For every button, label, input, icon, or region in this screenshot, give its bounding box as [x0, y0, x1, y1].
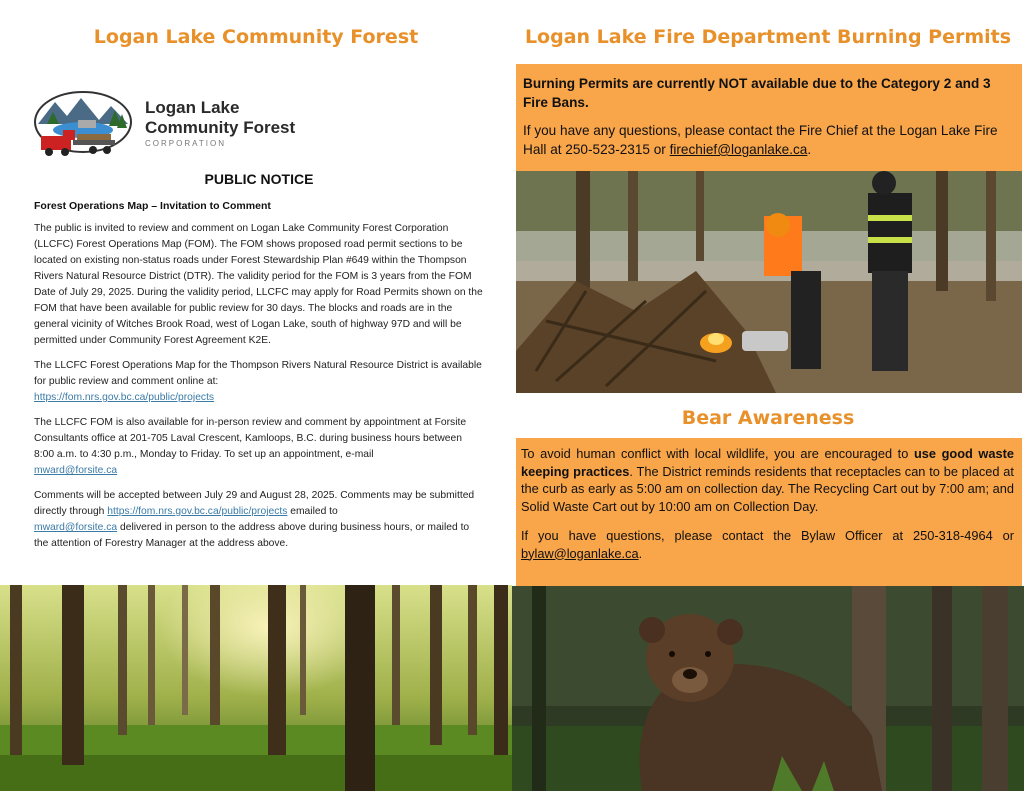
notice-paragraph-1: The public is invited to review and comment on Logan Lake Community Forest Corporation (LLCFC) Forest Operations Map (FOM). The FOM shows proposed road permit sections to be located on existing non-status roads under Forest Stewardship Plan #649 within the Thompson Rivers Natural Resource District (DTR). The validity period for the FOM is 3 years from the FOM Date of July 29, 2025. During the validity period, LLCFC may apply for Road Permits shown on the FOM that have been available for public review for 30 days. The blocks and roads are in the general vicinity of Witches Brook Road, west of Logan Lake, south of highway 97D and will be permitted under Community Forest Agreement K2E.: [34, 223, 483, 346]
fom-projects-link-2[interactable]: https://fom.nrs.gov.bc.ca/public/projects: [107, 506, 288, 517]
fire-department-heading: Logan Lake Fire Department Burning Permits: [524, 26, 1012, 48]
logo-line3: CORPORATION: [145, 139, 226, 148]
notice-paragraph-4-text-b: emailed to: [290, 506, 338, 517]
public-notice-title: PUBLIC NOTICE: [204, 171, 314, 187]
bylaw-email-link[interactable]: bylaw@loganlake.ca: [521, 545, 639, 561]
logo-line1: Logan Lake: [145, 98, 240, 117]
bear-awareness-paragraph: [521, 445, 1014, 515]
fire-contact-paragraph: If you have any questions, please contact the Fire Chief at the Logan Lake Fire Hall at 250-523-2315 or firechief@loganlake.ca.: [523, 123, 998, 157]
burning-permit-photo: [516, 171, 1022, 393]
bear-awareness-box: [516, 438, 1022, 586]
forsite-email-link-2[interactable]: mward@forsite.ca: [34, 522, 118, 533]
notice-paragraph-2: [34, 358, 484, 406]
bear-awareness-bold: use good waste keeping practices: [521, 446, 1014, 479]
bear-awareness-heading: Bear Awareness: [681, 407, 855, 429]
forsite-email-link[interactable]: mward@forsite.ca: [34, 465, 118, 476]
logo-line2: Community Forest: [145, 118, 296, 137]
notice-paragraph-4: [34, 488, 484, 552]
forest-photo: [0, 585, 512, 791]
notice-paragraph-3-text: The LLCFC FOM is also available for in-person review and comment by appointment at Forsite Consultants office at 201-705 Laval Crescent, Kamloops, B.C. during business hours between 8:00 a.m. to 4:30 p.m., Monday to Friday. To set up an appointment, e-mail: [34, 417, 467, 460]
bear-awareness-text-a: To avoid human conflict with local wildlife, you are encouraged to: [521, 446, 909, 461]
notice-paragraph-4-text-a: Comments will be accepted between July 29 and August 28, 2025. Comments may be submitted directly through: [34, 490, 475, 517]
notice-paragraph-2-text: The LLCFC Forest Operations Map for the Thompson Rivers Natural Resource District is available for public review and comment online at:: [34, 360, 482, 387]
bylaw-contact-paragraph: If you have questions, please contact the Bylaw Officer at 250-318-4964 or bylaw@loganlake.ca.: [521, 528, 1014, 561]
fire-contact-text: If you have any questions, please contact the Fire Chief at the Logan Lake Fire Hall at 250-523-2315 or: [523, 123, 998, 157]
logo-text: [145, 98, 295, 148]
burning-permits-status: Burning Permits are currently NOT available due to the Category 2 and 3 Fire Bans.: [523, 76, 991, 110]
fire-chief-email-link[interactable]: firechief@loganlake.ca: [669, 142, 808, 157]
notice-paragraph-4-text-c: delivered in person to the address above during business hours, or mailed to the attention of Forestry Manager at the address above.: [34, 522, 470, 549]
bylaw-contact-text: If you have questions, please contact the Bylaw Officer at 250-318-4964 or: [521, 528, 1014, 543]
burning-permits-box: [516, 64, 1022, 171]
bear-awareness-text-b: . The District reminds residents that receptacles can to be placed at the curb as early as 5:00 am on collection day. The Recycling Cart out by 7:00 am; and Solid Waste Cart out by 10:00 am on Collection Day.: [521, 463, 1014, 514]
community-forest-heading: Logan Lake Community Forest: [93, 26, 419, 48]
notice-subtitle: Forest Operations Map – Invitation to Comment: [34, 200, 271, 212]
fom-projects-link[interactable]: https://fom.nrs.gov.bc.ca/public/projects: [34, 392, 215, 403]
bear-photo: [512, 586, 1024, 791]
community-forest-logo: [33, 90, 133, 160]
notice-paragraph-3: [34, 415, 484, 479]
notice-body: [34, 221, 484, 561]
